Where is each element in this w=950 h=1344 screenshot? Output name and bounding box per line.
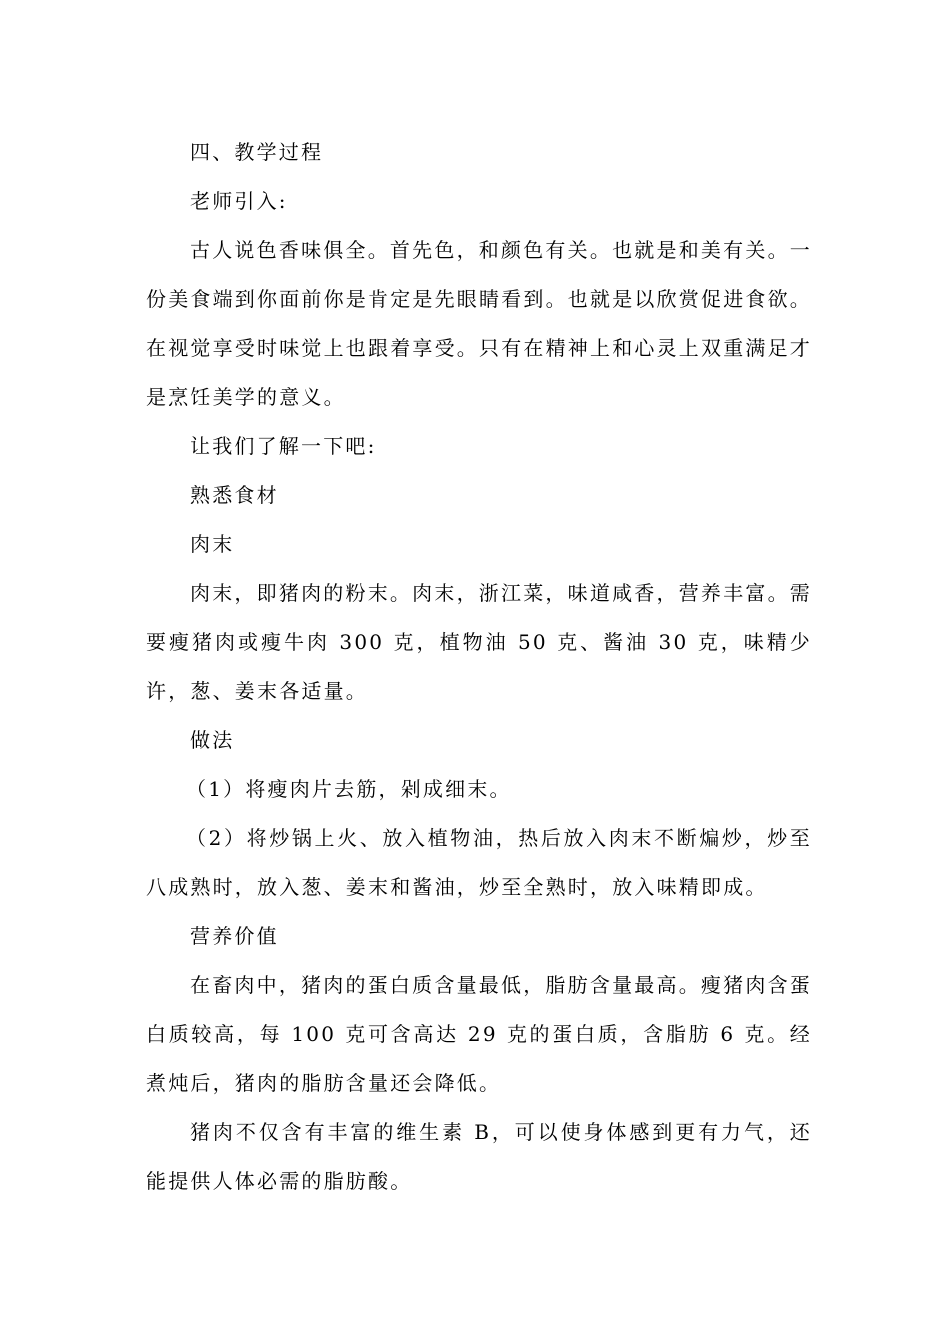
method-step-2: （2）将炒锅上火、放入植物油，热后放入肉末不断煸炒，炒至八成熟时，放入葱、姜末和酱油，炒至全熟时，放入味精即成。	[146, 826, 812, 899]
minced-meat-description: 肉末，即猪肉的粉末。肉末，浙江菜，味道咸香，营养丰富。需要瘦猪肉或瘦牛肉 300 克，植物油 50 克、酱油 30 克，味精少许，葱、姜末各适量。	[146, 581, 812, 703]
nutrition-paragraph-1: 在畜肉中，猪肉的蛋白质含量最低，脂肪含量最高。瘦猪肉含蛋白质较高，每 100 克可含高达 29 克的蛋白质，含脂肪 6 克。经煮炖后，猪肉的脂肪含量还会降低。	[146, 973, 812, 1095]
lead-in-line: 让我们了解一下吧:	[190, 434, 377, 458]
nutrition-paragraph-2: 猪肉不仅含有丰富的维生素 B，可以使身体感到更有力气，还能提供人体必需的脂肪酸。	[146, 1120, 812, 1193]
method-step-1: （1）将瘦肉片去筋，剁成细末。	[186, 777, 512, 801]
subheading-minced-meat: 肉末	[190, 532, 235, 556]
subheading-method: 做法	[190, 728, 235, 752]
intro-paragraph: 古人说色香味俱全。首先色，和颜色有关。也就是和美有关。一份美食端到你面前你是肯定是先眼睛看到。也就是以欣赏促进食欲。在视觉享受时味觉上也跟着享受。只有在精神上和心灵上双重满足才是烹饪美学的意义。	[146, 238, 812, 409]
subheading-ingredients: 熟悉食材	[190, 483, 279, 507]
teacher-intro-label: 老师引入:	[190, 189, 288, 213]
document-body	[146, 128, 812, 1206]
section-heading: 四、教学过程	[190, 140, 324, 164]
subheading-nutrition: 营养价值	[190, 924, 279, 948]
